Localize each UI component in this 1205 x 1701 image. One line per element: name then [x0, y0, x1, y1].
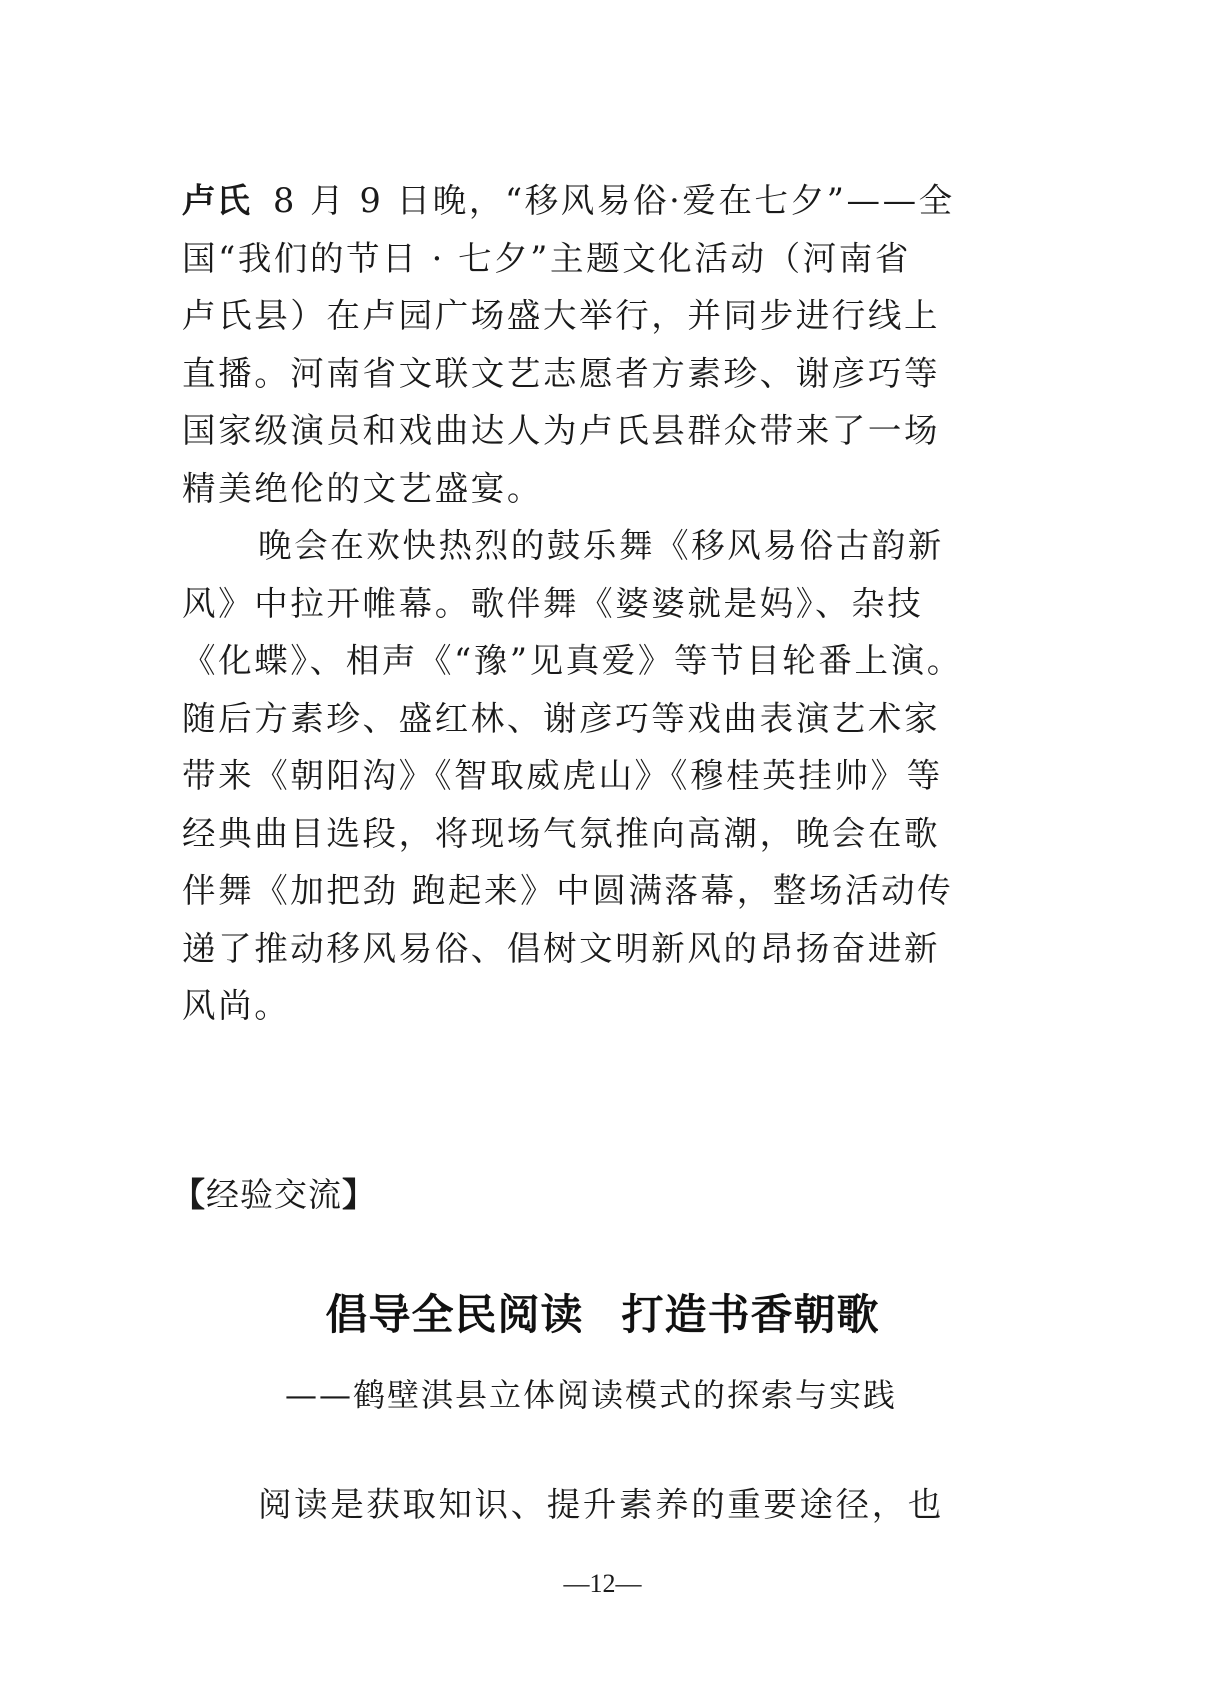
open-bracket: 【	[172, 1175, 206, 1214]
news-line: 递了推动移风易俗、倡树文明新风的昂扬奋进新	[182, 928, 941, 968]
news-line: 精美绝伦的文艺盛宴。	[182, 468, 543, 508]
close-bracket: 】	[342, 1175, 376, 1214]
news-line: 国“我们的节日 · 七夕”主题文化活动（河南省	[182, 238, 911, 278]
section-heading	[172, 1173, 376, 1217]
news-line: 随后方素珍、盛红林、谢彦巧等戏曲表演艺术家	[182, 698, 941, 738]
news-line: 直播。河南省文联文艺志愿者方素珍、谢彦巧等	[182, 353, 941, 393]
news-line: 风尚。	[182, 986, 291, 1025]
news-line: 带来《朝阳沟》《智取威虎山》《穆桂英挂帅》等	[182, 756, 943, 795]
article-paragraph-1	[182, 1476, 1026, 1534]
section-label: 经验交流	[206, 1175, 342, 1214]
lead-place-name: 卢氏	[182, 181, 251, 220]
article-subtitle: ——鹤壁淇县立体阅读模式的探索与实践	[285, 1376, 898, 1414]
article-title	[0, 1287, 1205, 1343]
news-line-text: 8 月 9 日晚，“移风易俗·爱在七夕”——全	[273, 181, 955, 220]
news-paragraph-2	[182, 517, 1026, 1035]
news-line: 国家级演员和戏曲达人为卢氏县群众带来了一场	[182, 411, 941, 450]
news-line	[182, 172, 1026, 230]
news-line: 晚会在欢快热烈的鼓乐舞《移风易俗古韵新	[258, 526, 944, 565]
news-line: 风》中拉开帷幕。歌伴舞《婆婆就是妈》、杂技	[182, 583, 924, 623]
article-title-part-1: 倡导全民阅读	[325, 1290, 584, 1339]
news-paragraph-1	[182, 172, 1026, 517]
article-line: 阅读是获取知识、提升素养的重要途径，也	[258, 1485, 944, 1524]
page-number: —12—	[563, 1569, 642, 1598]
article-title-part-2: 打造书香朝歌	[621, 1290, 880, 1339]
news-line: 卢氏县）在卢园广场盛大举行，并同步进行线上	[182, 296, 941, 335]
news-line: 伴舞《加把劲 跑起来》中圆满落幕，整场活动传	[182, 871, 954, 910]
news-line: 经典曲目选段，将现场气氛推向高潮，晚会在歌	[182, 813, 941, 853]
news-line: 《化蝶》、相声《“豫”见真爱》等节目轮番上演。	[182, 641, 963, 680]
